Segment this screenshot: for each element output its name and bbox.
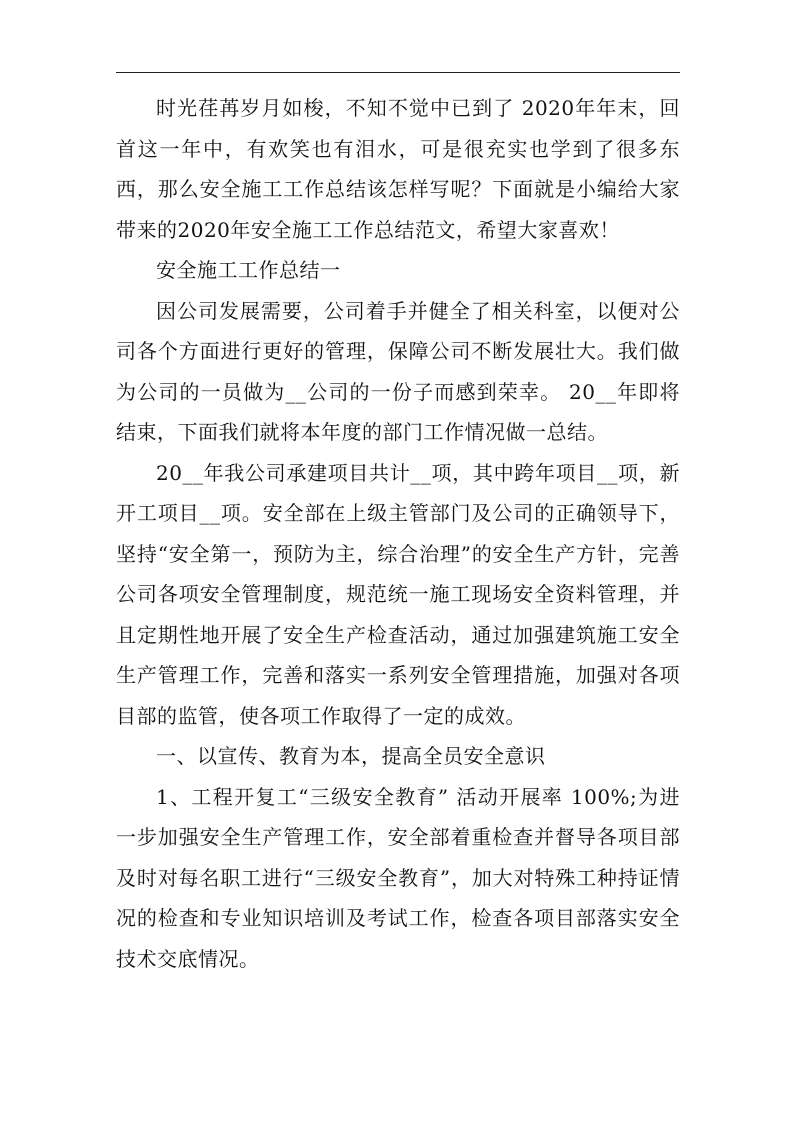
body-paragraph-3: 1、工程开复工“三级安全教育” 活动开展率 100%;为进一步加强安全生产管理工作，安全部着重检查并督导各项目部及时对每名职工进行“三级安全教育”，加大对特殊工种持证情况的检查和专业知识培训及考试工作，检查各项目部落实安全技术交底情况。 <box>116 784 680 971</box>
document-body <box>116 88 680 979</box>
body-paragraph-1: 因公司发展需要，公司着手并健全了相关科室，以便对公司各个方面进行更好的管理，保障公司不断发展壮大。我们做为公司的一员做为__公司的一份子而感到荣幸。 20__年即将结束，下面我们就将本年度的部门工作情况做一总结。 <box>116 298 680 444</box>
section-title: 安全施工工作总结一 <box>156 258 341 282</box>
body-paragraph-2: 20__年我公司承建项目共计__项，其中跨年项目__项，新开工项目__项。安全部在上级主管部门及公司的正确领导下，坚持“安全第一，预防为主，综合治理”的安全生产方针，完善公司各项安全管理制度，规范统一施工现场安全资料管理，并且定期性地开展了安全生产检查活动，通过加强建筑施工安全生产管理工作，完善和落实一系列安全管理措施，加强对各项目部的监管，使各项工作取得了一定的成效。 <box>116 460 680 728</box>
intro-paragraph: 时光荏苒岁月如梭，不知不觉中已到了 2020年年末，回首这一年中，有欢笑也有泪水，可是很充实也学到了很多东西，那么安全施工工作总结该怎样写呢？下面就是小编给大家带来的2020年安全施工工作总结范文，希望大家喜欢！ <box>116 96 680 242</box>
header-rule <box>116 72 680 73</box>
subheading-1: 一、以宣传、教育为本，提高全员安全意识 <box>156 744 546 768</box>
